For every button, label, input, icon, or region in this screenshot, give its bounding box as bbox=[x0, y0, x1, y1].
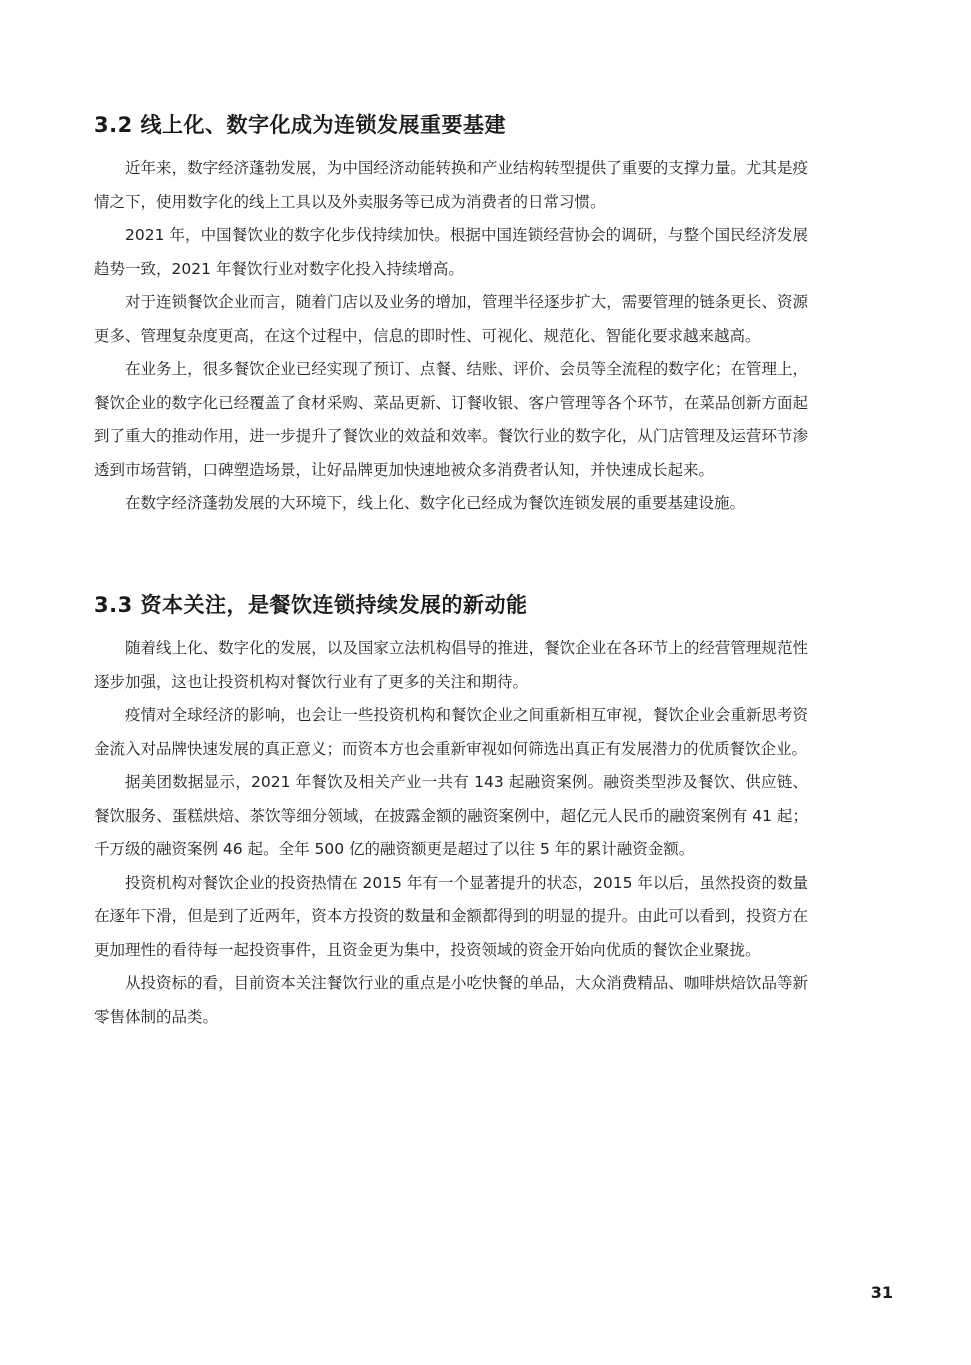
paragraph: 对于连锁餐饮企业而言，随着门店以及业务的增加，管理半径逐步扩大，需要管理的链条更长、资源更多、管理复杂度更高，在这个过程中，信息的即时性、可视化、规范化、智能化要求越来越高。 bbox=[94, 293, 808, 345]
paragraph: 在数字经济蓬勃发展的大环境下，线上化、数字化已经成为餐饮连锁发展的重要基建设施。 bbox=[125, 494, 746, 512]
paragraph: 2021 年，中国餐饮业的数字化步伐持续加快。根据中国连锁经营协会的调研，与整个国民经济发展趋势一致，2021 年餐饮行业对数字化投入持续增高。 bbox=[94, 226, 808, 278]
section-heading: 3.2 线上化、数字化成为连锁发展重要基建 bbox=[94, 113, 507, 137]
paragraph: 疫情对全球经济的影响，也会让一些投资机构和餐饮企业之间重新相互审视，餐饮企业会重新思考资金流入对品牌快速发展的真正意义；而资本方也会重新审视如何筛选出真正有发展潜力的优质餐饮企业。 bbox=[94, 706, 808, 758]
paragraph: 随着线上化、数字化的发展，以及国家立法机构倡导的推进，餐饮企业在各环节上的经营管理规范性逐步加强，这也让投资机构对餐饮行业有了更多的关注和期待。 bbox=[94, 639, 808, 691]
paragraph: 在业务上，很多餐饮企业已经实现了预订、点餐、结账、评价、会员等全流程的数字化；在管理上，餐饮企业的数字化已经覆盖了食材采购、菜品更新、订餐收银、客户管理等各个环节，在菜品创新方面起到了重大的推动作用，进一步提升了餐饮业的效益和效率。餐饮行业的数字化，从门店管理及运营环节渗透到市场营销，口碑塑造场景，让好品牌更加快速地被众多消费者认知，并快速成长起来。 bbox=[94, 360, 808, 479]
section-3-3 bbox=[94, 590, 808, 1034]
section-3-2 bbox=[94, 110, 808, 521]
paragraph: 近年来，数字经济蓬勃发展，为中国经济动能转换和产业结构转型提供了重要的支撑力量。尤其是疫情之下，使用数字化的线上工具以及外卖服务等已成为消费者的日常习惯。 bbox=[94, 159, 808, 211]
paragraph: 据美团数据显示，2021 年餐饮及相关产业一共有 143 起融资案例。融资类型涉及餐饮、供应链、餐饮服务、蛋糕烘焙、茶饮等细分领域，在披露金额的融资案例中，超亿元人民币的融资案例有 41 起；千万级的融资案例 46 起。全年 500 亿的融资额更是超过了以往 5 年的累计融资金额。 bbox=[94, 773, 808, 858]
section-heading: 3.3 资本关注，是餐饮连锁持续发展的新动能 bbox=[94, 593, 528, 617]
page-number: 31 bbox=[870, 1283, 893, 1302]
paragraph: 投资机构对餐饮企业的投资热情在 2015 年有一个显著提升的状态，2015 年以后，虽然投资的数量在逐年下滑，但是到了近两年，资本方投资的数量和金额都得到的明显的提升。由此可以看到，投资方在更加理性的看待每一起投资事件，且资金更为集中，投资领域的资金开始向优质的餐饮企业聚拢。 bbox=[94, 873, 808, 959]
paragraph: 从投资标的看，目前资本关注餐饮行业的重点是小吃快餐的单品，大众消费精品、咖啡烘焙饮品等新零售体制的品类。 bbox=[94, 974, 808, 1026]
